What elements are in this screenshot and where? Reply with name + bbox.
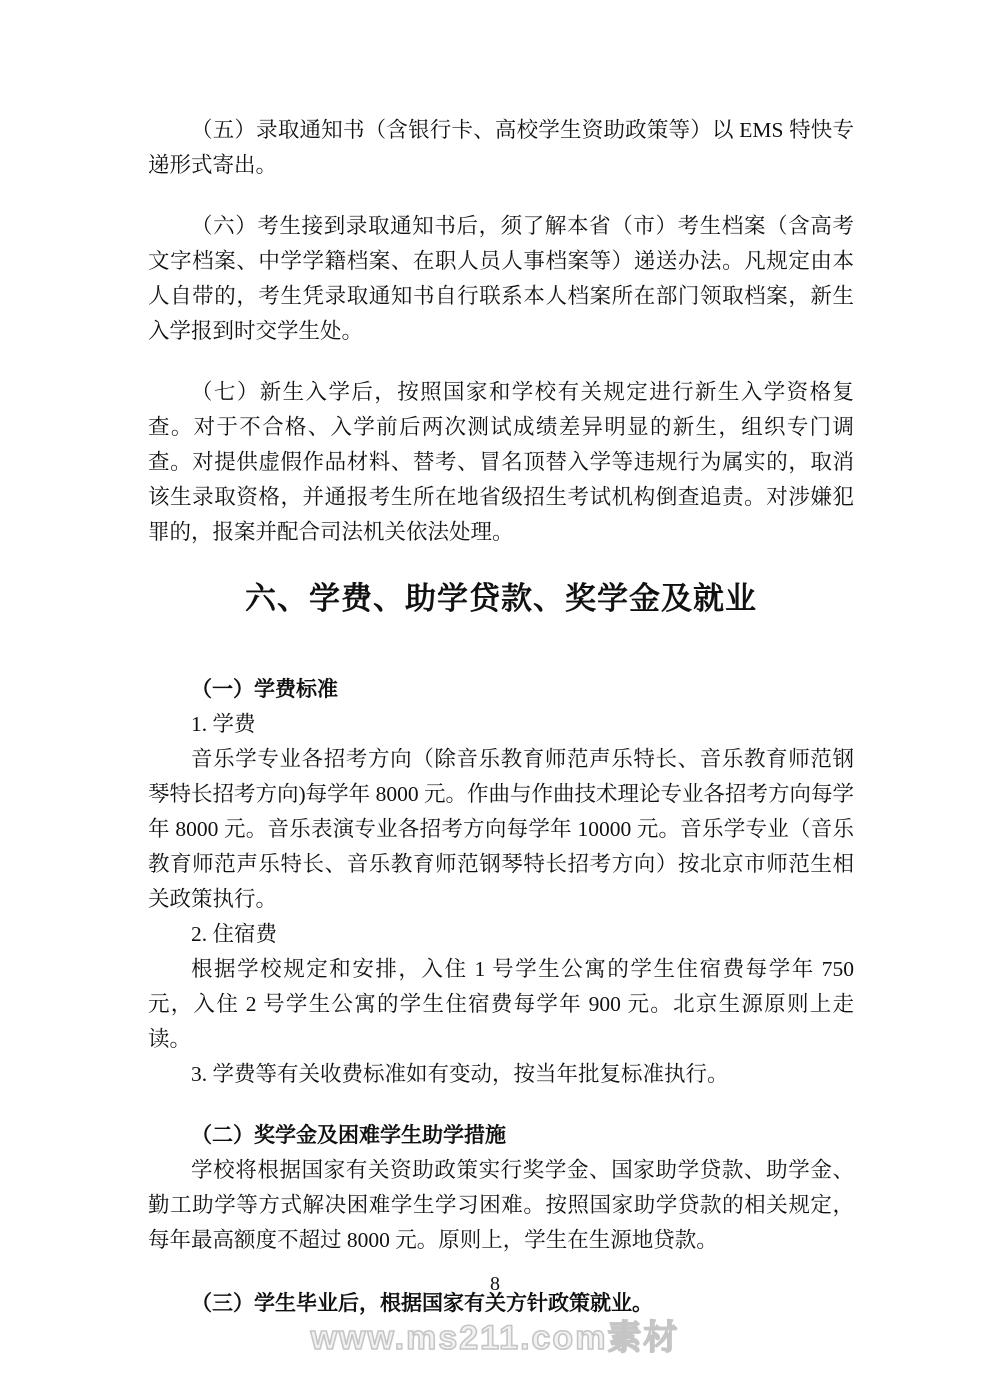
subsection-heading-scholarship: （二）奖学金及困难学生助学措施 xyxy=(191,1124,506,1147)
paragraph-item-7: （七）新生入学后，按照国家和学校有关规定进行新生入学资格复查。对于不合格、入学前后两次测试成绩差异明显的新生，组织专门调查。对提供虚假作品材料、替考、冒名顶替入学等违规行为属实的，取消该生录取资格，并通报考生所在地省级招生考试机构倒查追责。对涉嫌犯罪的，报案并配合司法机关依法处理。 xyxy=(148,380,854,544)
housing-paragraph: 根据学校规定和安排，入住 1 号学生公寓的学生住宿费每学年 750 元，入住 2 号学生公寓的学生住宿费每学年 900 元。北京生源原则上走读。 xyxy=(148,957,854,1051)
paragraph-item-6: （六）考生接到录取通知书后，须了解本省（市）考生档案（含高考文字档案、中学学籍档案、在职人员人事档案等）递送办法。凡规定由本人自带的，考生凭录取通知书自行联系本人档案所在部门领取档案，新生入学报到时交学生处。 xyxy=(148,214,854,343)
subsection-heading-tuition: （一）学费标准 xyxy=(191,678,338,701)
watermark: www.ms211.com素材 xyxy=(310,1319,680,1357)
page-number: 8 xyxy=(490,1273,500,1295)
subsection-heading-employment: （三）学生毕业后，根据国家有关方针政策就业。 xyxy=(191,1292,653,1315)
paragraph-item-5: （五）录取通知书（含银行卡、高校学生资助政策等）以 EMS 特快专递形式寄出。 xyxy=(148,118,854,177)
tuition-item-label: 1. 学费 xyxy=(191,712,256,736)
subsection-scholarship xyxy=(148,1118,854,1258)
section-title: 六、学费、助学贷款、奖学金及就业 xyxy=(245,581,757,616)
scholarship-paragraph: 学校将根据国家有关资助政策实行奖学金、国家助学贷款、助学金、勤工助学等方式解决困难学生学习困难。按照国家助学贷款的相关规定，每年最高额度不超过 8000 元。原则上，学生在生源地贷款。 xyxy=(148,1158,854,1252)
housing-item-label: 2. 住宿费 xyxy=(191,922,278,946)
document-content xyxy=(148,113,854,1321)
tuition-paragraph: 音乐学专业各招考方向（除音乐教育师范声乐特长、音乐教育师范钢琴特长招考方向)每学年 8000 元。作曲与作曲技术理论专业各招考方向每学年 8000 元。音乐表演专业各招考方向每学年 10000 元。音乐学专业（音乐教育师范声乐特长、音乐教育师范钢琴特长招考方向）按北京市师范生相关政策执行。 xyxy=(148,747,854,911)
subsection-tuition xyxy=(148,672,854,1092)
fees-change-note: 3. 学费等有关收费标准如有变动，按当年批复标准执行。 xyxy=(191,1062,729,1086)
